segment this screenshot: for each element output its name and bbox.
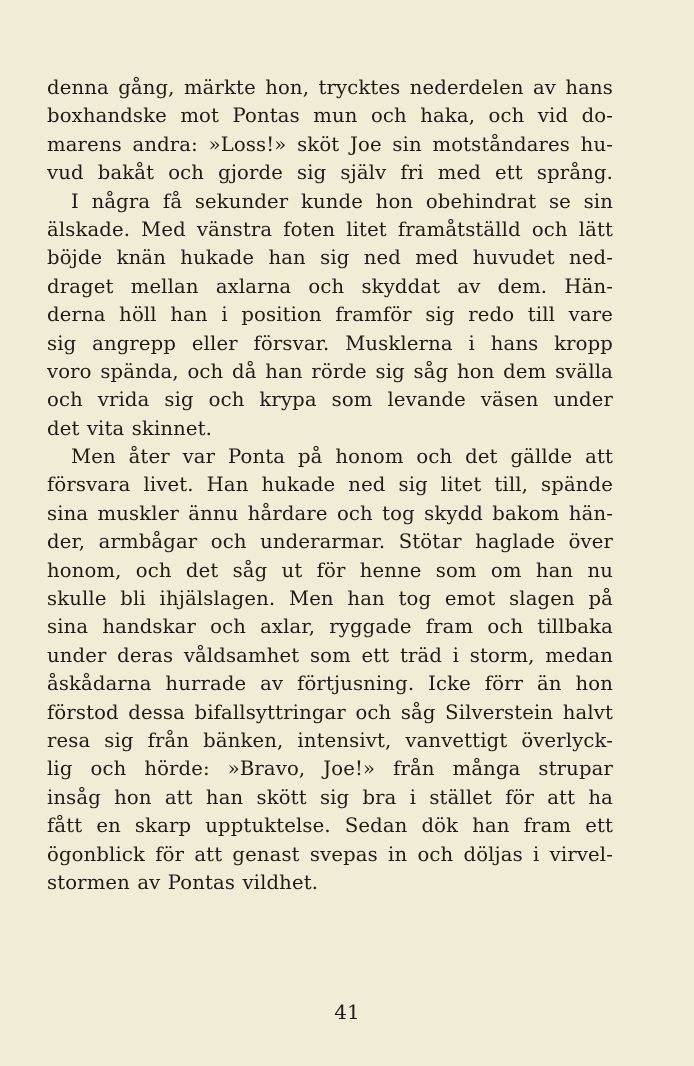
text-line: Men åter var Ponta på honom och det gällde att [71,445,613,469]
text-line: derna höll han i position framför sig redo till vare [47,303,613,327]
text-line: stormen av Pontas vildhet. [47,870,319,894]
page-number: 41 [334,1000,360,1024]
text-line: boxhandske mot Pontas mun och haka, och vid do- [47,104,613,128]
text-line: sig angrepp eller försvar. Musklerna i hans kropp [47,331,613,355]
text-line: voro spända, och då han rörde sig såg hon dem svälla [47,359,613,383]
text-line: insåg hon att han skött sig bra i stället för att ha [47,785,613,809]
text-line: älskade. Med vänstra foten litet framåtställd och lätt [47,217,613,241]
text-line: I några få sekunder kunde hon obehindrat se sin [71,189,613,213]
text-line: der, armbågar och underarmar. Stötar haglade över [47,530,613,554]
text-line: det vita skinnet. [47,416,213,440]
text-line: sina muskler ännu hårdare och tog skydd bakom hän- [47,501,613,525]
body-text [47,74,613,897]
text-line: under deras våldsamhet som ett träd i storm, medan [47,643,613,667]
text-line: förstod dessa bifallsyttringar och såg Silverstein halvt [47,700,613,724]
text-line: fått en skarp upptuktelse. Sedan dök han fram ett [47,814,613,838]
text-line: böjde knän hukade han sig ned med huvudet ned- [47,246,613,270]
text-line: sina handskar och axlar, ryggade fram och tillbaka [47,615,613,639]
text-line: och vrida sig och krypa som levande väsen under [47,388,613,412]
text-line: marens andra: »Loss!» sköt Joe sin motståndares hu- [47,132,613,156]
text-line: skulle bli ihjälslagen. Men han tog emot slagen på [47,587,613,611]
text-line: ögonblick för att genast svepas in och döljas i virvel- [47,842,613,866]
text-line: lig och hörde: »Bravo, Joe!» från många strupar [47,757,613,781]
text-line: resa sig från bänken, intensivt, vanvettigt överlyck- [47,728,613,752]
text-line: åskådarna hurrade av förtjusning. Icke förr än hon [47,672,613,696]
text-line: draget mellan axlarna och skyddat av dem. Hän- [47,274,613,298]
text-line: honom, och det såg ut för henne som om han nu [47,558,613,582]
text-line: denna gång, märkte hon, trycktes nederdelen av hans [47,76,613,99]
text-line: vud bakåt och gjorde sig själv fri med ett språng. [47,161,613,185]
text-line: försvara livet. Han hukade ned sig litet till, spände [47,473,613,497]
